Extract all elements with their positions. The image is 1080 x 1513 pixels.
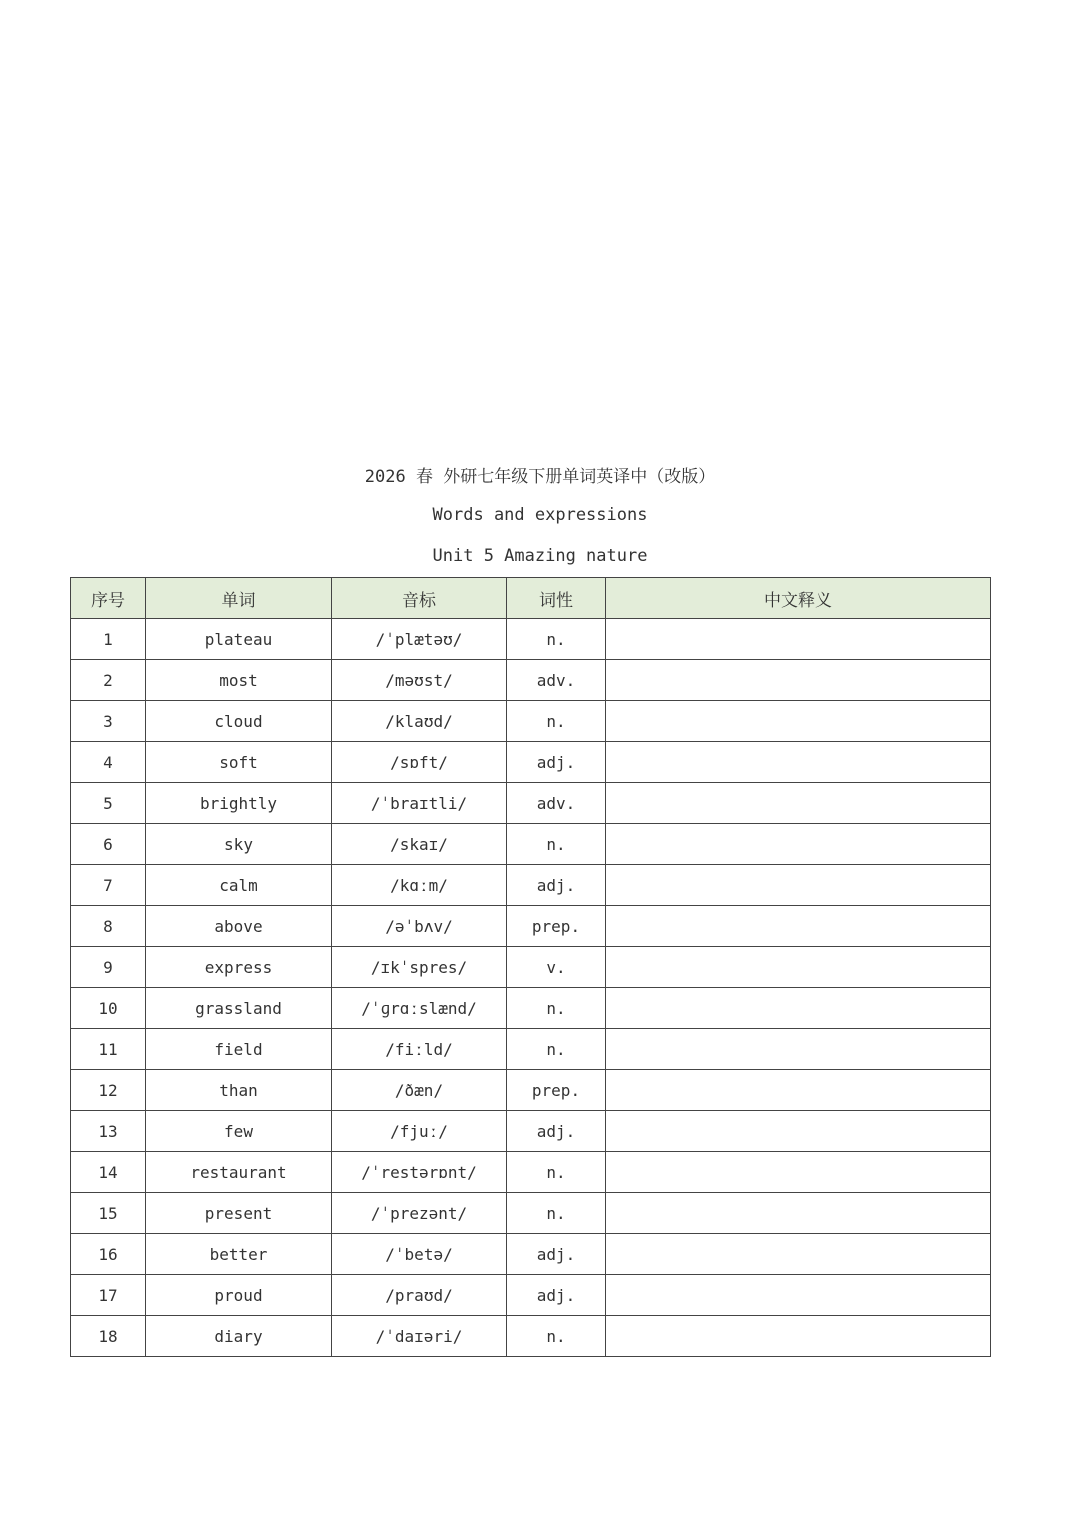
cell-part-of-speech: adj. (507, 1275, 606, 1316)
table-row (71, 906, 991, 947)
cell-word: restaurant (146, 1152, 332, 1193)
cell-phonetic: /fiːld/ (332, 1029, 507, 1070)
cell-chinese-meaning[interactable] (606, 1152, 991, 1193)
cell-number: 16 (71, 1234, 146, 1275)
cell-number: 13 (71, 1111, 146, 1152)
cell-part-of-speech: adj. (507, 1111, 606, 1152)
cell-part-of-speech: n. (507, 1029, 606, 1070)
cell-phonetic: /ˈdaɪəri/ (332, 1316, 507, 1357)
cell-chinese-meaning[interactable] (606, 824, 991, 865)
cell-part-of-speech: v. (507, 947, 606, 988)
cell-word: grassland (146, 988, 332, 1029)
cell-phonetic: /ˈprezənt/ (332, 1193, 507, 1234)
cell-chinese-meaning[interactable] (606, 1029, 991, 1070)
cell-phonetic: /ˈbetə/ (332, 1234, 507, 1275)
cell-word: express (146, 947, 332, 988)
cell-part-of-speech: n. (507, 1152, 606, 1193)
cell-phonetic: /fjuː/ (332, 1111, 507, 1152)
cell-word: better (146, 1234, 332, 1275)
cell-phonetic: /ɪkˈspres/ (332, 947, 507, 988)
cell-part-of-speech: n. (507, 619, 606, 660)
cell-number: 7 (71, 865, 146, 906)
cell-word: than (146, 1070, 332, 1111)
table-row (71, 824, 991, 865)
cell-chinese-meaning[interactable] (606, 1193, 991, 1234)
cell-number: 2 (71, 660, 146, 701)
cell-number: 3 (71, 701, 146, 742)
cell-chinese-meaning[interactable] (606, 660, 991, 701)
cell-chinese-meaning[interactable] (606, 988, 991, 1029)
cell-number: 4 (71, 742, 146, 783)
table-row (71, 1234, 991, 1275)
cell-chinese-meaning[interactable] (606, 865, 991, 906)
table-row (71, 660, 991, 701)
cell-number: 10 (71, 988, 146, 1029)
cell-number: 6 (71, 824, 146, 865)
cell-chinese-meaning[interactable] (606, 906, 991, 947)
cell-phonetic: /ðæn/ (332, 1070, 507, 1111)
cell-part-of-speech: n. (507, 1316, 606, 1357)
cell-part-of-speech: n. (507, 701, 606, 742)
table-row (71, 865, 991, 906)
cell-chinese-meaning[interactable] (606, 947, 991, 988)
cell-number: 17 (71, 1275, 146, 1316)
column-header-part-of-speech: 词性 (507, 578, 606, 619)
cell-word: calm (146, 865, 332, 906)
document-subtitle: Words and expressions (432, 505, 648, 525)
cell-word: few (146, 1111, 332, 1152)
cell-chinese-meaning[interactable] (606, 783, 991, 824)
cell-chinese-meaning[interactable] (606, 1275, 991, 1316)
cell-phonetic: /əˈbʌv/ (332, 906, 507, 947)
cell-word: most (146, 660, 332, 701)
column-header-number: 序号 (71, 578, 146, 619)
cell-phonetic: /klaʊd/ (332, 701, 507, 742)
unit-heading: Unit 5 Amazing nature (432, 546, 648, 566)
cell-chinese-meaning[interactable] (606, 1070, 991, 1111)
cell-word: field (146, 1029, 332, 1070)
table-row (71, 619, 991, 660)
table-row (71, 988, 991, 1029)
column-header-chinese-meaning: 中文释义 (606, 578, 991, 619)
column-header-phonetic: 音标 (332, 578, 507, 619)
cell-word: present (146, 1193, 332, 1234)
cell-part-of-speech: n. (507, 988, 606, 1029)
cell-number: 14 (71, 1152, 146, 1193)
column-header-word: 单词 (146, 578, 332, 619)
cell-word: brightly (146, 783, 332, 824)
cell-part-of-speech: n. (507, 1193, 606, 1234)
cell-phonetic: /sɒft/ (332, 742, 507, 783)
cell-phonetic: /ˈrestərɒnt/ (332, 1152, 507, 1193)
table-row (71, 1111, 991, 1152)
cell-part-of-speech: prep. (507, 1070, 606, 1111)
table-row (71, 742, 991, 783)
cell-part-of-speech: adv. (507, 660, 606, 701)
vocabulary-table (70, 577, 991, 1357)
cell-number: 5 (71, 783, 146, 824)
cell-number: 8 (71, 906, 146, 947)
cell-phonetic: /praʊd/ (332, 1275, 507, 1316)
cell-word: proud (146, 1275, 332, 1316)
table-row (71, 947, 991, 988)
table-row (71, 1316, 991, 1357)
table-row (71, 1193, 991, 1234)
table-row (71, 1029, 991, 1070)
table-row (71, 783, 991, 824)
cell-phonetic: /kɑːm/ (332, 865, 507, 906)
cell-chinese-meaning[interactable] (606, 742, 991, 783)
cell-phonetic: /ˈbraɪtli/ (332, 783, 507, 824)
cell-word: diary (146, 1316, 332, 1357)
cell-chinese-meaning[interactable] (606, 1234, 991, 1275)
table-header-row (71, 578, 991, 619)
cell-phonetic: /ˈplætəʊ/ (332, 619, 507, 660)
cell-number: 15 (71, 1193, 146, 1234)
table-row (71, 1275, 991, 1316)
cell-part-of-speech: adv. (507, 783, 606, 824)
document-title: 2026 春 外研七年级下册单词英译中（改版） (364, 467, 716, 487)
cell-part-of-speech: n. (507, 824, 606, 865)
cell-phonetic: /skaɪ/ (332, 824, 507, 865)
table-row (71, 701, 991, 742)
table-body (71, 619, 991, 1357)
cell-number: 12 (71, 1070, 146, 1111)
cell-word: sky (146, 824, 332, 865)
cell-part-of-speech: adj. (507, 1234, 606, 1275)
cell-word: plateau (146, 619, 332, 660)
cell-chinese-meaning[interactable] (606, 619, 991, 660)
cell-number: 11 (71, 1029, 146, 1070)
cell-chinese-meaning[interactable] (606, 701, 991, 742)
cell-phonetic: /ˈɡrɑːslænd/ (332, 988, 507, 1029)
cell-number: 18 (71, 1316, 146, 1357)
cell-number: 9 (71, 947, 146, 988)
cell-word: soft (146, 742, 332, 783)
cell-chinese-meaning[interactable] (606, 1316, 991, 1357)
cell-part-of-speech: adj. (507, 865, 606, 906)
cell-part-of-speech: prep. (507, 906, 606, 947)
table-row (71, 1152, 991, 1193)
table-row (71, 1070, 991, 1111)
cell-word: above (146, 906, 332, 947)
cell-part-of-speech: adj. (507, 742, 606, 783)
cell-chinese-meaning[interactable] (606, 1111, 991, 1152)
cell-word: cloud (146, 701, 332, 742)
cell-phonetic: /məʊst/ (332, 660, 507, 701)
cell-number: 1 (71, 619, 146, 660)
